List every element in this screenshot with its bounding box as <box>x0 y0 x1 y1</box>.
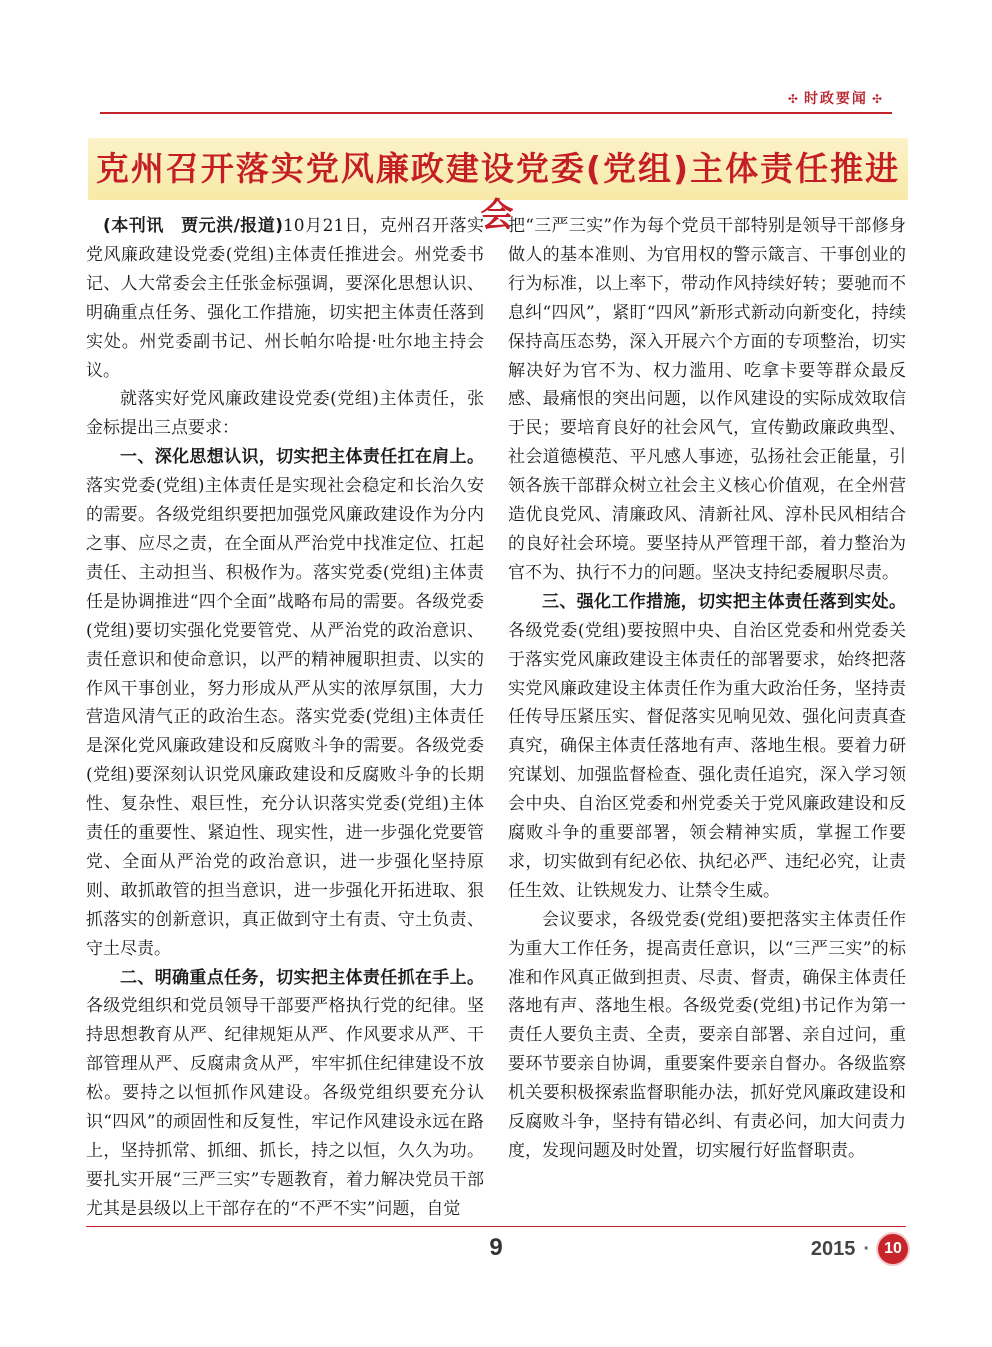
section-label: 时政要闻 <box>803 91 868 107</box>
paragraph: 把“三严三实”作为每个党员干部特别是领导干部修身做人的基本准则、为官用权的警示箴言、干事创业的行为标准，以上率下，带动作风持续好转；要驰而不息纠“四风”，紧盯“四风”新形式新动向新变化，持续保持高压态势，深入开展六个方面的专项整治，切实解决好为官不为、权力滥用、吃拿卡要等群众最反感、最痛恨的突出问题，以作风建设的实际成效取信于民；要培育良好的社会风气，宣传勤政廉政典型、社会道德模范、平凡感人事迹，弘扬社会正能量，引领各族干部群众树立社会主义核心价值观，在全州营造优良党风、清廉政风、清新社风、淳朴民风相结合的良好社会环境。要坚持从严管理干部，着力整治为官不为、执行不力的问题。坚决支持纪委履职尽责。 <box>508 216 906 583</box>
ornament-right-icon: ✣ <box>871 92 884 106</box>
right-column <box>508 212 906 1212</box>
issue-year: 2015 <box>810 1237 856 1260</box>
issue-info <box>811 1234 908 1264</box>
paragraph: 就落实好党风廉政建设党委(党组)主体责任，张金标提出三点要求： <box>86 389 484 439</box>
footer-rule <box>86 1226 906 1227</box>
page-number: 9 <box>489 1234 503 1261</box>
paragraph: 会议要求，各级党委(党组)要把落实主体责任作为重大工作任务，提高责任意识，以“三严三实”的标准和作风真正做到担责、尽责、督责，确保主体责任落地有声、落地生根。各级党委(党组)书记作为第一责任人要负主责、全责，要亲自部署、亲自过问，重要环节要亲自协调，重要案件要亲自督办。各级监察机关要积极探索监督职能办法，抓好党风廉政建设和反腐败斗争，坚持有错必纠、有责必问，加大问责力度，发现问题及时处置，切实履行好监督职责。 <box>508 909 906 1161</box>
issue-number-badge: 10 <box>878 1234 908 1264</box>
issue-separator: · <box>863 1237 870 1260</box>
paragraph-text: 10月21日，克州召开落实党风廉政建设党委(党组)主体责任推进会。州党委书记、人大常委会主任张金标强调，要深化思想认识、明确重点任务、强化工作措施，切实把主体责任落到实处。州党委副书记、州长帕尔哈提·吐尔地主持会议。 <box>86 216 485 381</box>
paragraph <box>86 212 484 385</box>
paragraph-text: 落实党委(党组)主体责任是实现社会稳定和长治久安的需要。各级党组织要把加强党风廉政建设作为分内之事、应尽之责，在全面从严治党中找准定位、扛起责任、主动担当、积极作为。落实党委(党组)主体责任是协调推进“四个全面”战略布局的需要。各级党委(党组)要切实强化党要管党、从严治党的政治意识、责任意识和使命意识，以严的精神履职担责、以实的作风干事创业，努力形成从严从实的浓厚氛围，大力营造风清气正的政治生态。落实党委(党组)主体责任是深化党风廉政建设和反腐败斗争的需要。各级党委(党组)要深刻认识党风廉政建设和反腐败斗争的长期性、复杂性、艰巨性，充分认识落实党委(党组)主体责任的重要性、紧迫性、现实性，进一步强化党要管党、全面从严治党的政治意识，进一步强化坚持原则、敢抓敢管的担当意识，进一步强化开拓进取、狠抓落实的创新意识，真正做到守土有责、守土负责、守土尽责。 <box>86 476 484 959</box>
article-body <box>86 212 906 1219</box>
paragraph <box>86 443 484 963</box>
paragraph <box>86 964 484 1224</box>
paragraph-text: 各级党委(党组)要按照中央、自治区党委和州党委关于落实党风廉政建设主体责任的部署要求，始终把落实党风廉政建设主体责任作为重大政治任务，坚持责任传导压紧压实、督促落实见响见效、强化问责真查真究，确保主体责任落地有声、落地生根。要着力研究谋划、加强监督检查、强化责任追究，深入学习领会中央、自治区党委和州党委关于党风廉政建设和反腐败斗争的重要部署，领会精神实质，掌握工作要求，切实做到有纪必依、执纪必严、违纪必究，让责任生效、让铁规发力、让禁令生威。 <box>508 620 906 901</box>
byline: (本刊讯 贾元洪/报道) <box>103 216 283 236</box>
section-heading: 一、深化思想认识，切实把主体责任扛在肩上。 <box>120 447 484 468</box>
paragraph <box>508 588 906 906</box>
paragraph-text: 各级党组织和党员领导干部要严格执行党的纪律。坚持思想教育从严、纪律规矩从严、作风要求从严、干部管理从严、反腐肃贪从严，牢牢抓住纪律建设不放松。要持之以恒抓作风建设。各级党组织要充分认识“四风”的顽固性和反复性，牢记作风建设永远在路上，坚持抓常、抓细、抓长，持之以恒，久久为功。要扎实开展“三严三实”专题教育，着力解决党员干部尤其是县级以上干部存在的“不严不实”问题，自觉 <box>86 996 484 1219</box>
section-heading: 三、强化工作措施，切实把主体责任落到实处。 <box>542 591 906 612</box>
header-rule <box>100 112 892 114</box>
article-title: 克州召开落实党风廉政建设党委(党组)主体责任推进会 <box>95 149 901 234</box>
section-tag <box>784 88 888 108</box>
section-heading: 二、明确重点任务，切实把主体责任抓在手上。 <box>120 967 484 988</box>
ornament-left-icon: ✣ <box>787 92 800 106</box>
left-column <box>86 212 485 1219</box>
